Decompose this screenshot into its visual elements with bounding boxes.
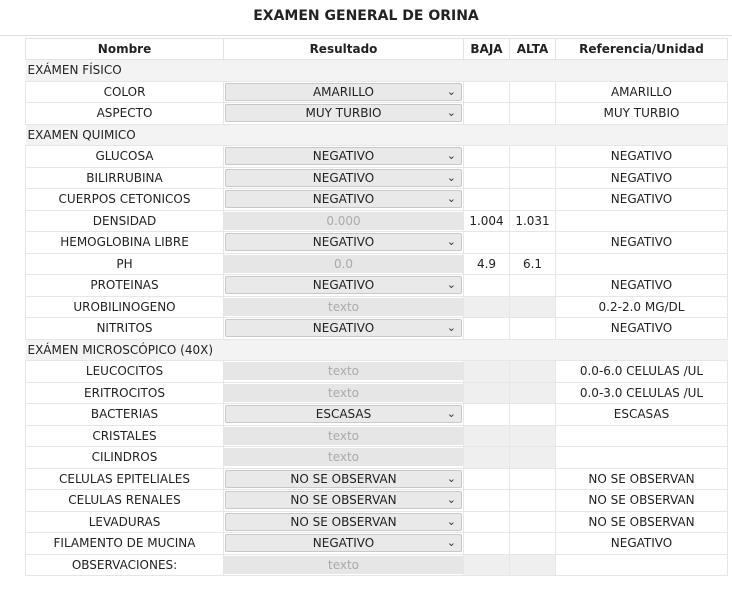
baja-value (464, 468, 510, 490)
result-select-value: AMARILLO (312, 84, 375, 99)
table-body (26, 60, 728, 576)
result-select-value: NEGATIVO (312, 321, 375, 336)
result-cell (224, 404, 464, 426)
alta-value (510, 167, 556, 189)
section-label: EXÁMEN FÍSICO (26, 60, 728, 82)
chevron-down-icon: ⌄ (446, 106, 456, 120)
baja-value (464, 447, 510, 469)
reference-value: NEGATIVO (556, 232, 728, 254)
chevron-down-icon: ⌄ (446, 407, 456, 421)
result-cell (224, 533, 464, 555)
result-select[interactable] (225, 83, 462, 101)
result-cell (224, 361, 464, 383)
alta-value (510, 382, 556, 404)
result-select[interactable] (225, 233, 462, 251)
test-name: FILAMENTO DE MUCINA (26, 533, 224, 555)
header-nombre: Nombre (26, 39, 224, 60)
test-name: OBSERVACIONES: (26, 554, 224, 576)
reference-value: 0.0-3.0 CELULAS /UL (556, 382, 728, 404)
alta-value (510, 447, 556, 469)
result-input[interactable]: 0.0 (224, 255, 463, 273)
reference-value: ESCASAS (556, 404, 728, 426)
result-select[interactable] (225, 405, 462, 423)
result-input[interactable]: texto (224, 384, 463, 402)
result-select-value: NO SE OBSERVAN (290, 471, 397, 486)
baja-value (464, 232, 510, 254)
result-select-value: NEGATIVO (312, 278, 375, 293)
alta-value (510, 554, 556, 576)
result-input[interactable]: 0.000 (224, 212, 463, 230)
result-cell (224, 81, 464, 103)
section-header (26, 60, 728, 82)
result-select[interactable] (225, 276, 462, 294)
test-name: HEMOGLOBINA LIBRE (26, 232, 224, 254)
reference-value: NEGATIVO (556, 167, 728, 189)
chevron-down-icon: ⌄ (446, 170, 456, 184)
header-resultado: Resultado (224, 39, 464, 60)
table-row (26, 425, 728, 447)
table-row (26, 275, 728, 297)
reference-value (556, 425, 728, 447)
reference-value (556, 554, 728, 576)
alta-value (510, 404, 556, 426)
table-row (26, 404, 728, 426)
result-select-value: ESCASAS (315, 407, 372, 422)
test-name: NITRITOS (26, 318, 224, 340)
result-cell (224, 275, 464, 297)
section-header (26, 124, 728, 146)
result-select-value: NEGATIVO (312, 149, 375, 164)
result-input[interactable]: texto (224, 427, 463, 445)
test-name: BILIRRUBINA (26, 167, 224, 189)
result-cell (224, 554, 464, 576)
result-select-value: NEGATIVO (312, 192, 375, 207)
result-select[interactable] (225, 147, 462, 165)
baja-value (464, 275, 510, 297)
result-cell (224, 447, 464, 469)
table-row (26, 533, 728, 555)
result-select-value: NEGATIVO (312, 536, 375, 551)
result-input[interactable]: texto (224, 556, 463, 574)
reference-value: NEGATIVO (556, 318, 728, 340)
baja-value (464, 533, 510, 555)
result-cell (224, 468, 464, 490)
table-row (26, 103, 728, 125)
reference-value: MUY TURBIO (556, 103, 728, 125)
result-cell (224, 253, 464, 275)
table-row (26, 382, 728, 404)
alta-value (510, 232, 556, 254)
result-cell (224, 167, 464, 189)
result-select[interactable] (225, 190, 462, 208)
result-cell (224, 103, 464, 125)
result-cell (224, 490, 464, 512)
result-select-value: MUY TURBIO (305, 106, 382, 121)
test-name: CRISTALES (26, 425, 224, 447)
baja-value (464, 146, 510, 168)
baja-value (464, 404, 510, 426)
baja-value (464, 103, 510, 125)
alta-value (510, 189, 556, 211)
alta-value (510, 146, 556, 168)
result-select-value: NO SE OBSERVAN (290, 493, 397, 508)
result-select-value: NO SE OBSERVAN (290, 514, 397, 529)
result-select-value: NEGATIVO (312, 235, 375, 250)
test-name: ERITROCITOS (26, 382, 224, 404)
table-row (26, 146, 728, 168)
chevron-down-icon: ⌄ (446, 536, 456, 550)
test-name: UROBILINOGENO (26, 296, 224, 318)
result-select[interactable] (225, 169, 462, 187)
alta-value (510, 361, 556, 383)
alta-value (510, 318, 556, 340)
table-row (26, 468, 728, 490)
table-header (26, 39, 728, 60)
reference-value: 0.2-2.0 MG/DL (556, 296, 728, 318)
test-name: CILINDROS (26, 447, 224, 469)
result-cell (224, 511, 464, 533)
alta-value (510, 490, 556, 512)
chevron-down-icon: ⌄ (446, 192, 456, 206)
chevron-down-icon: ⌄ (446, 84, 456, 98)
result-input[interactable]: texto (224, 362, 463, 380)
baja-value: 4.9 (464, 253, 510, 275)
alta-value (510, 103, 556, 125)
reference-value: NEGATIVO (556, 533, 728, 555)
alta-value: 6.1 (510, 253, 556, 275)
result-cell (224, 425, 464, 447)
table-row (26, 189, 728, 211)
result-cell (224, 210, 464, 232)
test-name: PH (26, 253, 224, 275)
reference-value (556, 210, 728, 232)
baja-value: 1.004 (464, 210, 510, 232)
table-row (26, 511, 728, 533)
test-name: CELULAS EPITELIALES (26, 468, 224, 490)
baja-value (464, 490, 510, 512)
table-row (26, 361, 728, 383)
baja-value (464, 382, 510, 404)
table-row (26, 81, 728, 103)
result-cell (224, 232, 464, 254)
header-baja: BAJA (464, 39, 510, 60)
baja-value (464, 296, 510, 318)
result-select[interactable] (225, 491, 462, 509)
table-row (26, 296, 728, 318)
reference-value: NO SE OBSERVAN (556, 490, 728, 512)
alta-value (510, 468, 556, 490)
reference-value: NEGATIVO (556, 275, 728, 297)
baja-value (464, 511, 510, 533)
section-label: EXÁMEN MICROSCÓPICO (40X) (26, 339, 728, 361)
reference-value: NO SE OBSERVAN (556, 511, 728, 533)
result-select[interactable] (225, 104, 462, 122)
result-cell (224, 296, 464, 318)
header-referencia: Referencia/Unidad (556, 39, 728, 60)
chevron-down-icon: ⌄ (446, 278, 456, 292)
reference-value: NEGATIVO (556, 189, 728, 211)
test-name: CUERPOS CETONICOS (26, 189, 224, 211)
test-name: DENSIDAD (26, 210, 224, 232)
test-name: COLOR (26, 81, 224, 103)
test-name: GLUCOSA (26, 146, 224, 168)
test-name: LEUCOCITOS (26, 361, 224, 383)
baja-value (464, 361, 510, 383)
baja-value (464, 425, 510, 447)
section-header (26, 339, 728, 361)
baja-value (464, 81, 510, 103)
test-name: LEVADURAS (26, 511, 224, 533)
baja-value (464, 189, 510, 211)
result-cell (224, 318, 464, 340)
chevron-down-icon: ⌄ (446, 149, 456, 163)
chevron-down-icon: ⌄ (446, 235, 456, 249)
alta-value (510, 275, 556, 297)
alta-value (510, 296, 556, 318)
results-table (25, 38, 728, 576)
page-title: EXAMEN GENERAL DE ORINA (253, 8, 479, 24)
alta-value: 1.031 (510, 210, 556, 232)
chevron-down-icon: ⌄ (446, 514, 456, 528)
header-alta: ALTA (510, 39, 556, 60)
test-name: PROTEINAS (26, 275, 224, 297)
result-select-value: NEGATIVO (312, 170, 375, 185)
baja-value (464, 167, 510, 189)
test-name: ASPECTO (26, 103, 224, 125)
alta-value (510, 511, 556, 533)
result-input[interactable]: texto (224, 298, 463, 316)
alta-value (510, 533, 556, 555)
alta-value (510, 81, 556, 103)
alta-value (510, 425, 556, 447)
baja-value (464, 554, 510, 576)
reference-value: NEGATIVO (556, 146, 728, 168)
table-row (26, 554, 728, 576)
table-row (26, 490, 728, 512)
baja-value (464, 318, 510, 340)
test-name: CELULAS RENALES (26, 490, 224, 512)
reference-value: 0.0-6.0 CELULAS /UL (556, 361, 728, 383)
test-name: BACTERIAS (26, 404, 224, 426)
section-label: EXAMEN QUIMICO (26, 124, 728, 146)
result-select[interactable] (225, 534, 462, 552)
chevron-down-icon: ⌄ (446, 471, 456, 485)
result-select[interactable] (225, 513, 462, 531)
result-cell (224, 189, 464, 211)
result-input[interactable]: texto (224, 448, 463, 466)
chevron-down-icon: ⌄ (446, 493, 456, 507)
result-cell (224, 382, 464, 404)
table-row (26, 318, 728, 340)
table-row (26, 232, 728, 254)
reference-value (556, 447, 728, 469)
table-row (26, 447, 728, 469)
result-select[interactable] (225, 470, 462, 488)
result-select[interactable] (225, 319, 462, 337)
reference-value: AMARILLO (556, 81, 728, 103)
table-row (26, 253, 728, 275)
reference-value (556, 253, 728, 275)
result-cell (224, 146, 464, 168)
chevron-down-icon: ⌄ (446, 321, 456, 335)
table-row (26, 210, 728, 232)
table-row (26, 167, 728, 189)
reference-value: NO SE OBSERVAN (556, 468, 728, 490)
